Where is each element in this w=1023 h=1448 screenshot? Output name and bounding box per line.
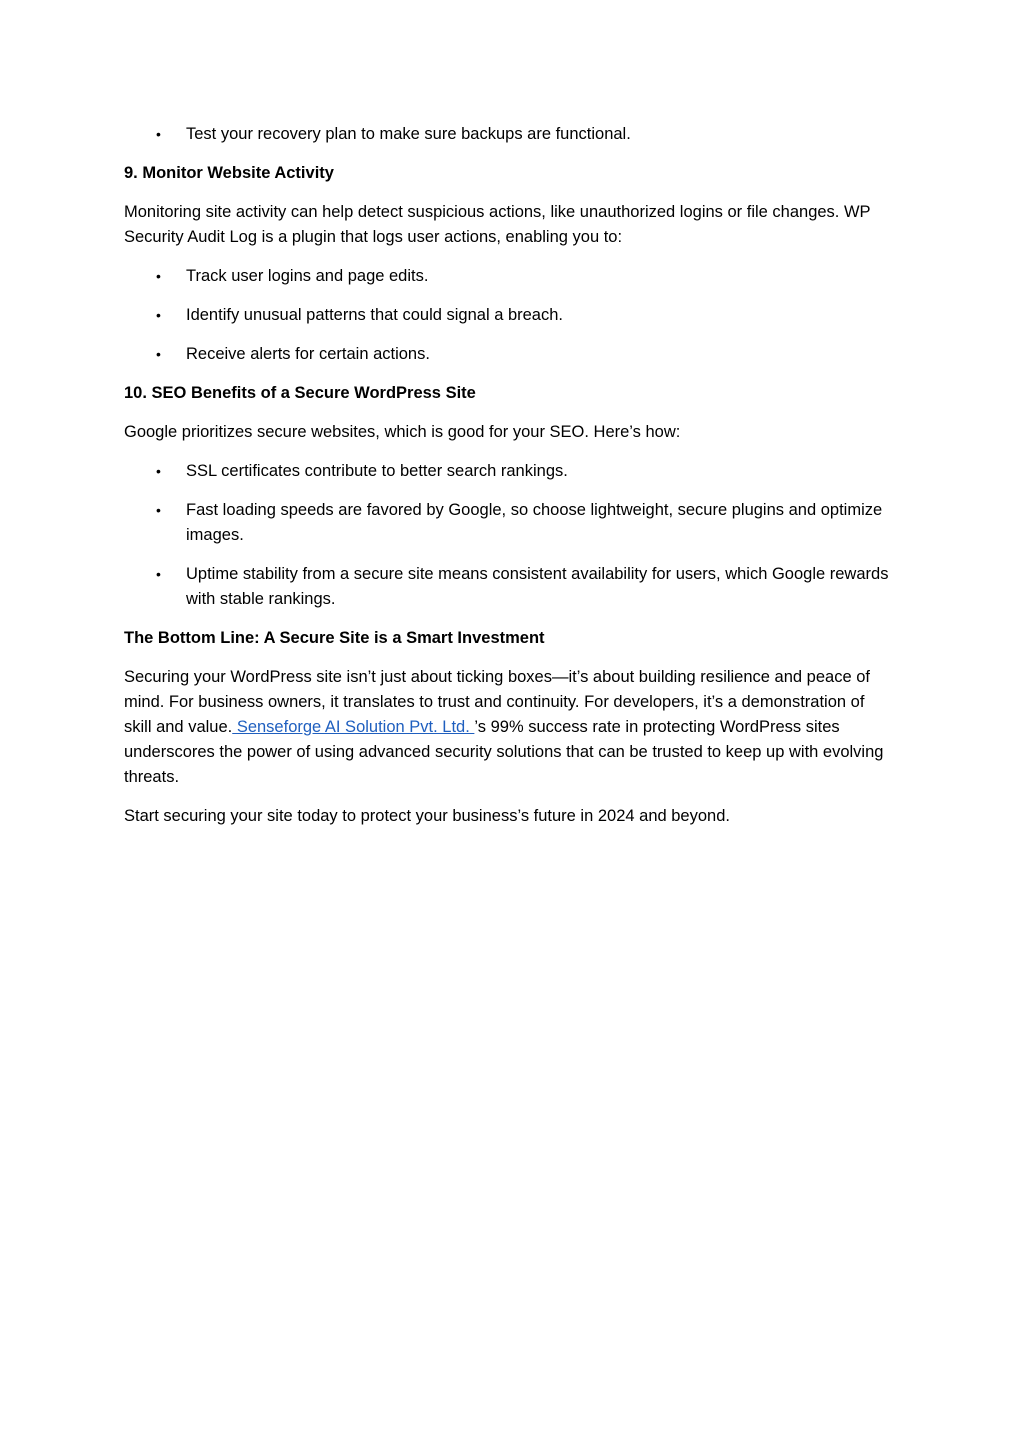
bullet-icon: • [156, 307, 161, 323]
paragraph-text-after-link: ’s 99% success rate in protecting WordPress sites underscores the power of using advanced security solutions that can be trusted to keep up with evolving threats. [124, 718, 884, 786]
section-heading: The Bottom Line: A Secure Site is a Smart Investment [124, 629, 545, 647]
list-item-text: Track user logins and page edits. [186, 267, 429, 285]
list-item [124, 303, 894, 328]
list-item [124, 342, 894, 367]
section-paragraph: Monitoring site activity can help detect suspicious actions, like unauthorized logins or file changes. WP Security Audit Log is a plugin that logs user actions, enabling you to: [124, 203, 871, 246]
bullet-icon: • [156, 346, 161, 362]
bullet-icon: • [156, 268, 161, 284]
company-link[interactable]: Senseforge AI Solution Pvt. Ltd. [232, 718, 475, 736]
bullet-icon: • [156, 502, 161, 518]
list-item-text: Fast loading speeds are favored by Google, so choose lightweight, secure plugins and optimize images. [186, 501, 883, 544]
bottom-line-paragraph [124, 665, 894, 790]
section-paragraph: Google prioritizes secure websites, which is good for your SEO. Here’s how: [124, 423, 681, 441]
document-page [124, 122, 894, 843]
list-item-text: Test your recovery plan to make sure backups are functional. [186, 125, 631, 143]
intro-bullet-list [124, 122, 894, 147]
bullet-icon: • [156, 463, 161, 479]
paragraph-text-before-link: Securing your WordPress site isn’t just about ticking boxes—it’s about building resilience and peace of mind. For business owners, it translates to trust and continuity. For developers, it’s a demonstration of skill and value. [124, 668, 870, 736]
list-item-text: Identify unusual patterns that could signal a breach. [186, 306, 563, 324]
list-item [124, 264, 894, 289]
list-item [124, 122, 894, 147]
section-heading: 10. SEO Benefits of a Secure WordPress Site [124, 384, 476, 402]
list-item-text: SSL certificates contribute to better search rankings. [186, 462, 568, 480]
bullet-icon: • [156, 126, 161, 142]
list-item [124, 459, 894, 484]
list-item [124, 498, 894, 548]
bullet-icon: • [156, 566, 161, 582]
section9-bullet-list [124, 264, 894, 367]
section10-bullet-list [124, 459, 894, 612]
closing-paragraph: Start securing your site today to protect your business’s future in 2024 and beyond. [124, 807, 730, 825]
section-heading: 9. Monitor Website Activity [124, 164, 334, 182]
list-item [124, 562, 894, 612]
list-item-text: Receive alerts for certain actions. [186, 345, 430, 363]
list-item-text: Uptime stability from a secure site means consistent availability for users, which Google rewards with stable rankings. [186, 565, 889, 608]
